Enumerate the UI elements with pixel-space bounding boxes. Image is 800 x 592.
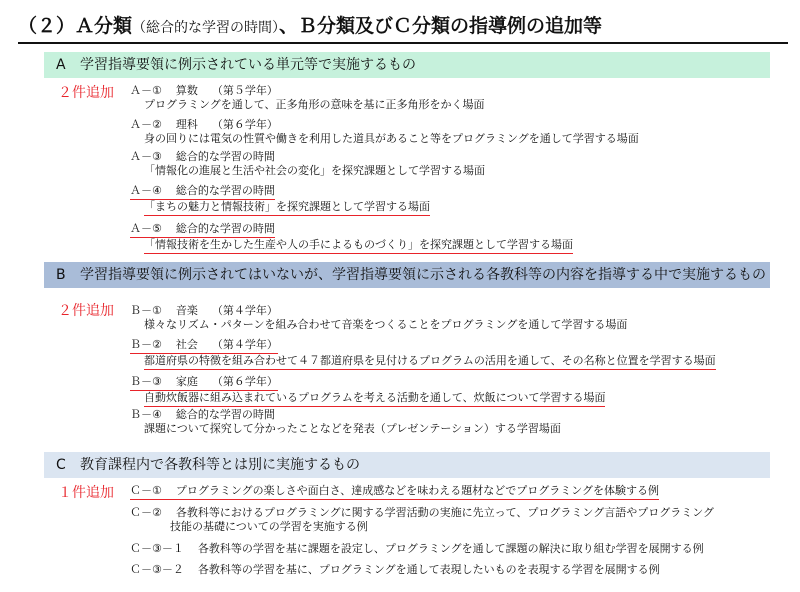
item-a2-desc: 身の回りには電気の性質や働きを利用した道具があること等をプログラミングを通して学習する場面: [144, 132, 639, 145]
item-c2-text2: 技能の基礎についての学習を実施する例: [170, 520, 368, 533]
item-b2-subject: 社会: [175, 338, 198, 351]
item-c3-2: [130, 563, 660, 577]
item-a1: [130, 84, 485, 112]
title-sub: （総合的な学習の時間）: [132, 20, 280, 36]
item-b3-desc: 自動炊飯器に組み込まれているプログラムを考える活動を通して、炊飯について学習する場面: [144, 391, 605, 407]
item-b3: [130, 375, 605, 407]
section-a-header: [44, 52, 770, 78]
item-a3-subject: 総合的な学習の時間: [175, 150, 275, 163]
item-a1-code: Ａ－①: [130, 84, 162, 97]
section-a-added-count: ２件追加: [58, 85, 114, 101]
item-a5-desc: 「情報技術を生かした生産や人の手によるものづくり」を探究課題として学習する場面: [144, 238, 573, 254]
item-a2: [130, 118, 639, 146]
section-b-letter: B: [56, 267, 66, 283]
item-a2-subject: 理科: [175, 118, 198, 131]
section-b-header: [44, 262, 770, 288]
item-a3-code: Ａ－③: [130, 150, 162, 163]
item-a2-grade: （第６学年）: [211, 118, 278, 131]
section-b-added-count: ２件追加: [58, 303, 114, 319]
item-b2-grade: （第４学年）: [211, 338, 278, 351]
item-a5-subject: 総合的な学習の時間: [175, 222, 275, 235]
item-c1-code: Ｃ－①: [130, 484, 162, 497]
page-title: [18, 14, 788, 44]
item-b1-subject: 音楽: [175, 304, 198, 317]
item-b1: [130, 304, 627, 332]
item-b4: [130, 408, 561, 436]
item-a4-title: [130, 184, 275, 200]
section-a-heading: 学習指導要領に例示されている単元等で実施するもの: [80, 57, 416, 73]
item-b3-code: Ｂ－③: [130, 375, 162, 388]
section-b-heading: 学習指導要領に例示されてはいないが、学習指導要領に示される各教科等の内容を指導する中で実施するもの: [80, 267, 766, 283]
item-c3-2-code: Ｃ－③－２: [130, 563, 184, 576]
item-a4-code: Ａ－④: [130, 184, 162, 197]
section-c-letter: C: [56, 457, 66, 473]
item-b1-desc: 様々なリズム・パターンを組み合わせて音楽をつくることをプログラミングを通して学習する場面: [144, 318, 628, 331]
section-c-header: [44, 452, 770, 478]
item-a5: [130, 222, 573, 254]
item-a1-subject: 算数: [175, 84, 198, 97]
item-b1-code: Ｂ－①: [130, 304, 162, 317]
item-b4-desc: 課題について探究して分かったことなどを発表（プレゼンテーション）する学習場面: [144, 422, 561, 435]
item-c3-2-text: 各教科等の学習を基に、プログラミングを通して表現したいものを表現する学習を展開する例: [197, 563, 660, 576]
item-b2-desc: 都道府県の特徴を組み合わせて４７都道府県を見付けるプログラムの活用を通して、その名称と位置を学習する場面: [144, 354, 716, 370]
section-a-letter: A: [56, 57, 66, 73]
item-c3-1-text: 各教科等の学習を基に課題を設定し、プログラミングを通して課題の解決に取り組む学習を展開する例: [197, 542, 704, 555]
item-a5-code: Ａ－⑤: [130, 222, 162, 235]
item-a1-grade: （第５学年）: [211, 84, 278, 97]
item-a3: [130, 150, 485, 178]
item-a4: [130, 184, 430, 216]
item-c1-text: プログラミングの楽しさや面白さ、達成感などを味わえる題材などでプログラミングを体験する例: [175, 484, 659, 497]
item-b1-grade: （第４学年）: [211, 304, 278, 317]
item-c1-line: [130, 484, 659, 500]
item-c3-1: [130, 542, 704, 556]
item-b2-title: [130, 338, 278, 354]
section-c-added-count: １件追加: [58, 485, 114, 501]
item-a1-desc: プログラミングを通して、正多角形の意味を基に正多角形をかく場面: [144, 98, 485, 111]
item-b3-grade: （第６学年）: [211, 375, 278, 388]
item-b2-code: Ｂ－②: [130, 338, 162, 351]
title-part-2: 、Ｂ分類及びＣ分類の指導例の追加等: [279, 15, 603, 37]
title-part-1: （２）Ａ分類: [18, 15, 133, 37]
item-a2-code: Ａ－②: [130, 118, 162, 131]
item-c2: [130, 506, 714, 534]
item-b3-title: [130, 375, 278, 391]
item-c3-1-code: Ｃ－③－１: [130, 542, 184, 555]
item-b4-code: Ｂ－④: [130, 408, 162, 421]
item-b2: [130, 338, 716, 370]
item-a3-desc: 「情報化の進展と生活や社会の変化」を探究課題として学習する場面: [144, 164, 485, 177]
item-b4-subject: 総合的な学習の時間: [175, 408, 275, 421]
item-a5-title: [130, 222, 275, 238]
item-a4-subject: 総合的な学習の時間: [175, 184, 275, 197]
item-c2-code: Ｃ－②: [130, 506, 162, 519]
item-c1: [130, 484, 659, 500]
item-b3-subject: 家庭: [175, 375, 198, 388]
section-c-heading: 教育課程内で各教科等とは別に実施するもの: [80, 457, 360, 473]
item-c2-text: 各教科等におけるプログラミングに関する学習活動の実施に先立って、プログラミング言語やプログラミング: [175, 506, 714, 519]
item-a4-desc: 「まちの魅力と情報技術」を探究課題として学習する場面: [144, 200, 430, 216]
